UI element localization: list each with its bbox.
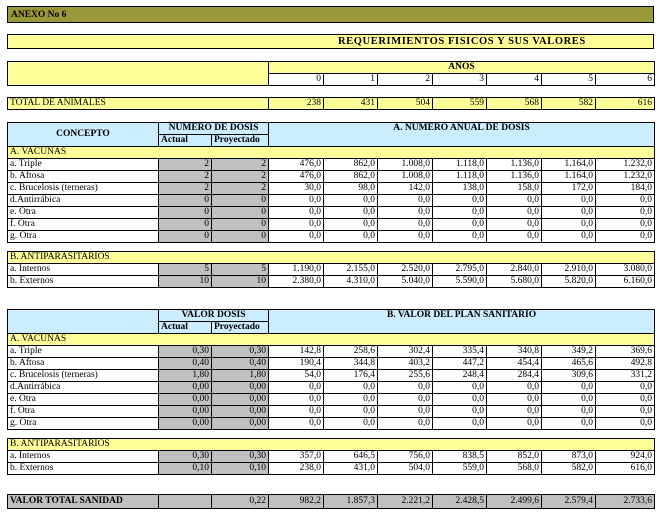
animals-value: 504 xyxy=(378,98,433,110)
row-projected: 0,00 xyxy=(212,418,269,430)
row-value: 0,0 xyxy=(269,231,324,243)
row-value: 1.164,0 xyxy=(542,171,596,183)
year-cell: 1 xyxy=(324,74,378,86)
row-value: 0,0 xyxy=(269,394,324,406)
row-actual: 0,00 xyxy=(159,394,212,406)
sheet-title xyxy=(7,34,654,49)
row-value: 0,0 xyxy=(433,231,487,243)
row-actual: 1,80 xyxy=(159,370,212,382)
row-value: 1.164,0 xyxy=(542,159,596,171)
dose-value-header: VALOR DOSIS xyxy=(159,310,269,322)
row-actual: 0 xyxy=(159,207,212,219)
row-actual: 2 xyxy=(159,183,212,195)
row-value: 184,0 xyxy=(596,183,655,195)
table-row xyxy=(8,159,655,171)
row-actual: 2 xyxy=(159,159,212,171)
row-value: 0,0 xyxy=(378,418,433,430)
row-value: 335,4 xyxy=(433,346,487,358)
value-blank-header xyxy=(8,310,159,334)
row-value: 158,0 xyxy=(487,183,542,195)
row-label: a. Triple xyxy=(8,159,159,171)
table-row xyxy=(8,231,655,243)
projected-header: Proyectado xyxy=(212,135,269,147)
row-value: 0,0 xyxy=(324,394,378,406)
row-value: 176,4 xyxy=(324,370,378,382)
row-value: 0,0 xyxy=(324,382,378,394)
row-value: 5.820,0 xyxy=(542,276,596,288)
row-value: 862,0 xyxy=(324,171,378,183)
actual-header: Actual xyxy=(159,135,212,147)
table-row xyxy=(8,171,655,183)
table-row xyxy=(8,346,655,358)
row-value: 0,0 xyxy=(596,231,655,243)
section-title-row xyxy=(8,252,655,264)
year-cell: 0 xyxy=(269,74,324,86)
row-value: 0,0 xyxy=(324,418,378,430)
row-value: 309,6 xyxy=(542,370,596,382)
row-projected: 0,40 xyxy=(212,358,269,370)
row-value: 504,0 xyxy=(378,463,433,475)
row-value: 0,0 xyxy=(596,219,655,231)
row-value: 447,2 xyxy=(433,358,487,370)
row-value: 0,0 xyxy=(487,195,542,207)
row-label: a. Triple xyxy=(8,346,159,358)
row-value: 2.520,0 xyxy=(378,264,433,276)
row-value: 248,4 xyxy=(433,370,487,382)
row-actual: 0 xyxy=(159,195,212,207)
row-value: 431,0 xyxy=(324,463,378,475)
row-value: 465,6 xyxy=(542,358,596,370)
row-value: 924,0 xyxy=(596,451,655,463)
row-value: 0,0 xyxy=(542,207,596,219)
table-row xyxy=(8,276,655,288)
row-value: 0,0 xyxy=(324,406,378,418)
row-label: f. Otra xyxy=(8,219,159,231)
sanitary-plan-header: B. VALOR DEL PLAN SANITARIO xyxy=(269,310,655,334)
row-value: 1.136,0 xyxy=(487,171,542,183)
row-value: 2.155,0 xyxy=(324,264,378,276)
row-projected: 0 xyxy=(212,231,269,243)
row-value: 616,0 xyxy=(596,463,655,475)
row-projected: 0,30 xyxy=(212,346,269,358)
row-label: c. Brucelosis (terneras) xyxy=(8,370,159,382)
row-actual: 0 xyxy=(159,219,212,231)
year-cell: 3 xyxy=(433,74,487,86)
row-value: 2.795,0 xyxy=(433,264,487,276)
years-blank-cell xyxy=(8,62,269,86)
row-value: 0,0 xyxy=(378,382,433,394)
row-value: 0,0 xyxy=(433,418,487,430)
row-value: 255,6 xyxy=(378,370,433,382)
row-value: 238,0 xyxy=(269,463,324,475)
row-value: 5.680,0 xyxy=(487,276,542,288)
spacer-row xyxy=(8,243,655,252)
row-projected: 0 xyxy=(212,195,269,207)
row-label: b. Aftosa xyxy=(8,171,159,183)
row-projected: 0,00 xyxy=(212,394,269,406)
year-cell: 2 xyxy=(378,74,433,86)
row-value: 0,0 xyxy=(542,406,596,418)
row-label: b. Externos xyxy=(8,463,159,475)
row-value: 0,0 xyxy=(433,207,487,219)
row-value: 369,6 xyxy=(596,346,655,358)
row-value: 0,0 xyxy=(542,231,596,243)
row-label: f. Otra xyxy=(8,406,159,418)
row-value: 873,0 xyxy=(542,451,596,463)
row-value: 302,4 xyxy=(378,346,433,358)
total-sanitary-label: VALOR TOTAL SANIDAD xyxy=(8,495,159,509)
total-value: 2.733,6 xyxy=(596,495,655,509)
table-row xyxy=(8,418,655,430)
actual-header: Actual xyxy=(159,322,212,334)
annex-title: ANEXO No 6 xyxy=(7,6,654,23)
row-projected: 0 xyxy=(212,207,269,219)
row-value: 98,0 xyxy=(324,183,378,195)
row-value: 403,2 xyxy=(378,358,433,370)
year-cell: 4 xyxy=(487,74,542,86)
row-value: 852,0 xyxy=(487,451,542,463)
row-value: 344,8 xyxy=(324,358,378,370)
projected-header: Proyectado xyxy=(212,322,269,334)
animals-value: 616 xyxy=(596,98,655,110)
row-value: 0,0 xyxy=(596,207,655,219)
row-projected: 5 xyxy=(212,264,269,276)
row-value: 0,0 xyxy=(378,406,433,418)
row-label: g. Otra xyxy=(8,231,159,243)
concept-header: CONCEPTO xyxy=(8,123,159,147)
row-value: 190,4 xyxy=(269,358,324,370)
row-label: b. Aftosa xyxy=(8,358,159,370)
table-row xyxy=(8,264,655,276)
row-value: 0,0 xyxy=(378,231,433,243)
animals-value: 238 xyxy=(269,98,324,110)
animals-value: 559 xyxy=(433,98,487,110)
year-cell: 5 xyxy=(542,74,596,86)
row-actual: 0,30 xyxy=(159,346,212,358)
total-sanitary-row xyxy=(8,495,655,509)
row-value: 349,2 xyxy=(542,346,596,358)
total-value: 982,2 xyxy=(269,495,324,509)
row-value: 357,0 xyxy=(269,451,324,463)
table-row xyxy=(8,451,655,463)
row-projected: 2 xyxy=(212,183,269,195)
row-projected: 0,10 xyxy=(212,463,269,475)
row-value: 0,0 xyxy=(596,195,655,207)
row-value: 454,4 xyxy=(487,358,542,370)
row-value: 559,0 xyxy=(433,463,487,475)
row-actual: 2 xyxy=(159,171,212,183)
row-value: 1.118,0 xyxy=(433,159,487,171)
row-value: 0,0 xyxy=(542,219,596,231)
animals-value: 582 xyxy=(542,98,596,110)
row-label: a. Internos xyxy=(8,264,159,276)
row-value: 476,0 xyxy=(269,159,324,171)
row-value: 0,0 xyxy=(487,207,542,219)
row-value: 6.160,0 xyxy=(596,276,655,288)
annual-doses-header: A. NUMERO ANUAL DE DOSIS xyxy=(269,123,655,147)
row-projected: 1,80 xyxy=(212,370,269,382)
row-value: 756,0 xyxy=(378,451,433,463)
table-row xyxy=(8,219,655,231)
row-projected: 2 xyxy=(212,159,269,171)
row-value: 0,0 xyxy=(596,406,655,418)
table-row xyxy=(8,382,655,394)
row-label: c. Brucelosis (terneras) xyxy=(8,183,159,195)
row-value: 0,0 xyxy=(487,394,542,406)
sanitary-value-table xyxy=(7,309,655,475)
row-value: 0,0 xyxy=(596,418,655,430)
row-value: 0,0 xyxy=(378,207,433,219)
row-value: 0,0 xyxy=(324,231,378,243)
row-actual: 0,10 xyxy=(159,463,212,475)
row-value: 2.910,0 xyxy=(542,264,596,276)
row-value: 0,0 xyxy=(433,394,487,406)
row-value: 4.310,0 xyxy=(324,276,378,288)
row-value: 0,0 xyxy=(269,195,324,207)
total-actual-cell xyxy=(159,495,212,509)
row-value: 142,8 xyxy=(269,346,324,358)
table-row xyxy=(8,394,655,406)
total-sanitary-table xyxy=(7,494,655,509)
row-label: g. Otra xyxy=(8,418,159,430)
row-value: 0,0 xyxy=(433,195,487,207)
section-title-row xyxy=(8,147,655,159)
row-value: 0,0 xyxy=(433,406,487,418)
row-value: 0,0 xyxy=(487,382,542,394)
row-value: 3.080,0 xyxy=(596,264,655,276)
total-animals-table xyxy=(7,97,655,110)
table-row xyxy=(8,195,655,207)
row-value: 0,0 xyxy=(324,195,378,207)
table-row xyxy=(8,358,655,370)
row-value: 54,0 xyxy=(269,370,324,382)
table-row xyxy=(8,207,655,219)
row-label: e. Otra xyxy=(8,207,159,219)
row-value: 1.008,0 xyxy=(378,171,433,183)
row-value: 0,0 xyxy=(596,382,655,394)
row-value: 0,0 xyxy=(433,382,487,394)
row-value: 0,0 xyxy=(269,219,324,231)
row-actual: 0,40 xyxy=(159,358,212,370)
row-value: 568,0 xyxy=(487,463,542,475)
spacer-cell xyxy=(8,243,655,252)
row-value: 1.118,0 xyxy=(433,171,487,183)
row-label: d.Antirrábica xyxy=(8,195,159,207)
row-actual: 0 xyxy=(159,231,212,243)
spacer-row xyxy=(8,430,655,439)
row-actual: 0,30 xyxy=(159,451,212,463)
year-cell: 6 xyxy=(596,74,655,86)
row-value: 0,0 xyxy=(378,394,433,406)
total-projected-cell: 0,22 xyxy=(212,495,269,509)
animals-value: 568 xyxy=(487,98,542,110)
row-projected: 10 xyxy=(212,276,269,288)
row-value: 0,0 xyxy=(487,406,542,418)
row-value: 492,8 xyxy=(596,358,655,370)
row-label: a. Internos xyxy=(8,451,159,463)
row-actual: 5 xyxy=(159,264,212,276)
row-projected: 2 xyxy=(212,171,269,183)
table-row xyxy=(8,370,655,382)
section-title-row xyxy=(8,334,655,346)
section-title: B. ANTIPARASITARIOS xyxy=(8,252,655,264)
total-animals-label: TOTAL DE ANIMALES xyxy=(8,98,269,110)
row-value: 5.040,0 xyxy=(378,276,433,288)
total-animals-row xyxy=(8,98,655,110)
total-value: 1.857,3 xyxy=(324,495,378,509)
row-value: 0,0 xyxy=(542,418,596,430)
row-value: 284,4 xyxy=(487,370,542,382)
row-value: 172,0 xyxy=(542,183,596,195)
row-value: 0,0 xyxy=(324,219,378,231)
row-value: 0,0 xyxy=(269,207,324,219)
section-title: A. VACUNAS xyxy=(8,147,655,159)
row-value: 0,0 xyxy=(269,418,324,430)
row-value: 0,0 xyxy=(487,219,542,231)
sheet-title-text: REQUERIMIENTOS FISICOS Y SUS VALORES xyxy=(338,36,586,47)
row-value: 0,0 xyxy=(542,195,596,207)
row-value: 838,5 xyxy=(433,451,487,463)
section-title: A. VACUNAS xyxy=(8,334,655,346)
row-value: 0,0 xyxy=(487,418,542,430)
doses-table xyxy=(7,122,655,288)
row-actual: 0,00 xyxy=(159,382,212,394)
row-value: 1.190,0 xyxy=(269,264,324,276)
section-title: B. ANTIPARASITARIOS xyxy=(8,439,655,451)
row-value: 1.008,0 xyxy=(378,159,433,171)
row-projected: 0,30 xyxy=(212,451,269,463)
row-value: 0,0 xyxy=(378,195,433,207)
row-actual: 0,00 xyxy=(159,406,212,418)
row-value: 0,0 xyxy=(542,382,596,394)
row-value: 0,0 xyxy=(269,406,324,418)
spacer-cell xyxy=(8,430,655,439)
row-value: 582,0 xyxy=(542,463,596,475)
table-row xyxy=(8,463,655,475)
row-value: 0,0 xyxy=(324,207,378,219)
row-label: b. Externos xyxy=(8,276,159,288)
row-value: 1.232,0 xyxy=(596,171,655,183)
years-header-table xyxy=(7,61,655,86)
row-projected: 0 xyxy=(212,219,269,231)
dose-count-header: NUMERO DE DOSIS xyxy=(159,123,269,135)
animals-value: 431 xyxy=(324,98,378,110)
row-value: 258,6 xyxy=(324,346,378,358)
row-value: 340,8 xyxy=(487,346,542,358)
row-value: 0,0 xyxy=(487,231,542,243)
total-value: 2.428,5 xyxy=(433,495,487,509)
row-value: 2.840,0 xyxy=(487,264,542,276)
row-value: 331,2 xyxy=(596,370,655,382)
row-value: 1.232,0 xyxy=(596,159,655,171)
row-projected: 0,00 xyxy=(212,382,269,394)
section-title-row xyxy=(8,439,655,451)
years-label: AÑOS xyxy=(269,62,655,74)
row-value: 138,0 xyxy=(433,183,487,195)
row-value: 30,0 xyxy=(269,183,324,195)
row-value: 0,0 xyxy=(596,394,655,406)
row-projected: 0,00 xyxy=(212,406,269,418)
row-value: 142,0 xyxy=(378,183,433,195)
row-label: e. Otra xyxy=(8,394,159,406)
row-value: 862,0 xyxy=(324,159,378,171)
row-value: 0,0 xyxy=(269,382,324,394)
row-value: 0,0 xyxy=(378,219,433,231)
total-value: 2.221,2 xyxy=(378,495,433,509)
row-value: 1.136,0 xyxy=(487,159,542,171)
table-row xyxy=(8,406,655,418)
row-value: 476,0 xyxy=(269,171,324,183)
row-value: 2.380,0 xyxy=(269,276,324,288)
row-value: 646,5 xyxy=(324,451,378,463)
row-value: 5.590,0 xyxy=(433,276,487,288)
row-actual: 10 xyxy=(159,276,212,288)
total-value: 2.579,4 xyxy=(542,495,596,509)
row-label: d.Antirrábica xyxy=(8,382,159,394)
row-value: 0,0 xyxy=(542,394,596,406)
total-value: 2.499,6 xyxy=(487,495,542,509)
table-row xyxy=(8,183,655,195)
row-value: 0,0 xyxy=(433,219,487,231)
row-actual: 0,00 xyxy=(159,418,212,430)
